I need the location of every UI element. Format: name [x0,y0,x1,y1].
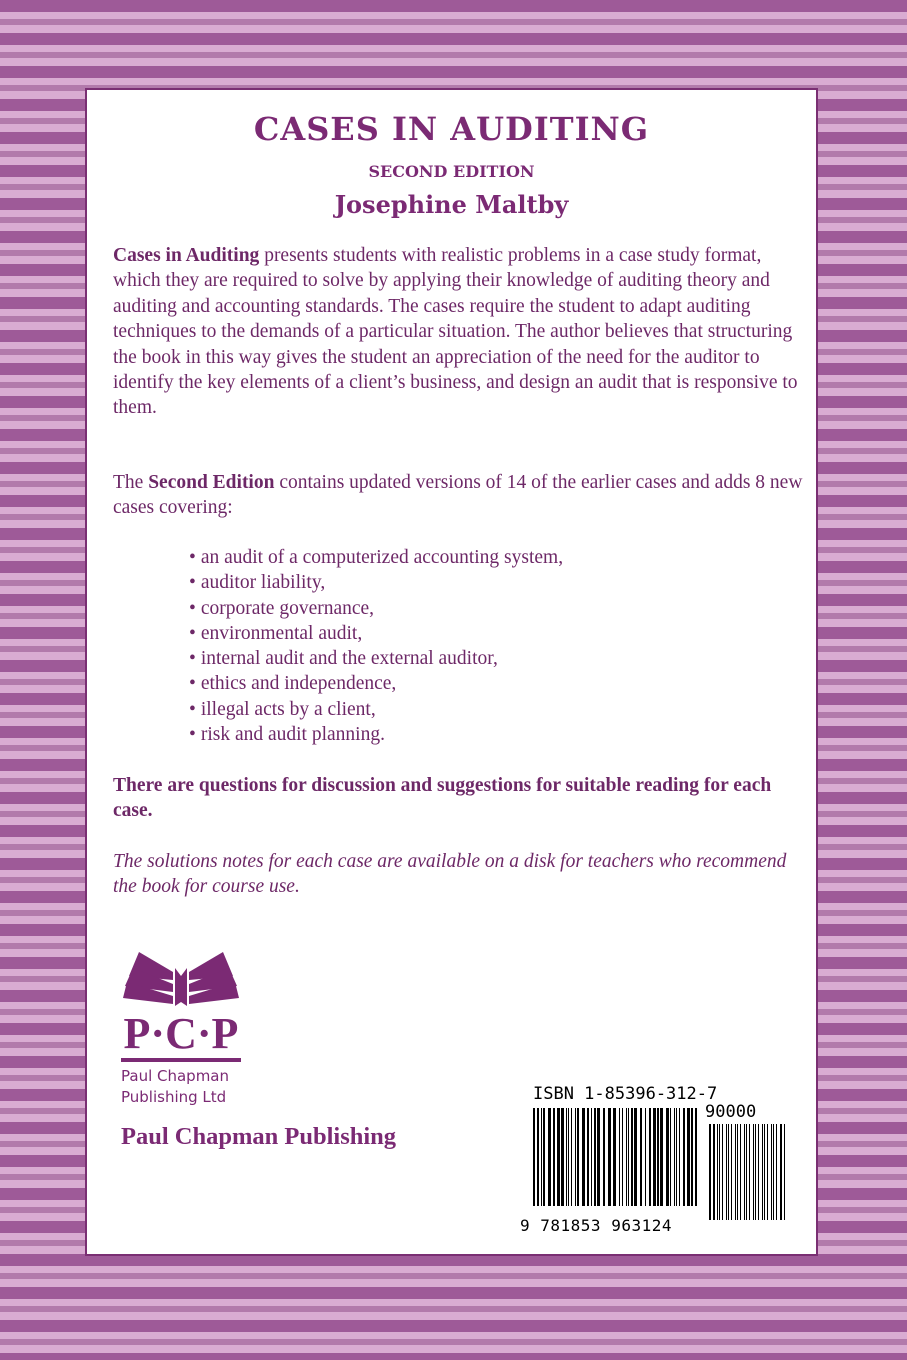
barcode-bar [753,1124,754,1220]
barcode-bar [767,1124,768,1220]
barcode-bar [749,1124,750,1220]
barcode-bar [679,1108,680,1206]
description-text-2b: contains updated versions of 14 of the earlier cases and adds 8 new cases covering: [113,472,803,519]
barcode-bar [719,1124,720,1220]
barcode-bar [645,1108,646,1206]
barcode-bar [657,1108,659,1206]
barcode-bar [722,1124,723,1220]
barcode-bar [773,1124,774,1220]
barcode-bar [553,1108,555,1206]
barcode-bar [709,1124,711,1220]
barcode-bar [683,1108,685,1206]
barcode-bar [653,1108,656,1206]
barcode-bar [597,1108,600,1206]
barcode-bar [780,1124,782,1220]
barcode-bar [628,1108,629,1206]
cover-panel [85,88,818,1256]
barcode-bar [728,1124,729,1220]
barcode-bar [631,1108,633,1206]
barcode-bar [666,1108,669,1206]
barcode-bar [594,1108,596,1206]
list-item: • internal audit and the external auditor, [189,646,563,671]
barcode-bar [566,1108,567,1206]
edition-inline: Second Edition [148,472,275,493]
list-item: • risk and audit planning. [189,722,563,747]
logo-divider [121,1058,241,1062]
barcode-bar [634,1108,637,1206]
ean-number: 9 781853 963124 [520,1216,672,1235]
barcode-bar [737,1124,738,1220]
barcode-bar [577,1108,579,1206]
barcode-bar [674,1108,675,1206]
barcode-bar [771,1124,772,1220]
list-item: • illegal acts by a client, [189,697,563,722]
list-item: • environmental audit, [189,621,563,646]
barcode-bar [731,1124,732,1220]
barcode-bar [713,1124,715,1220]
list-item: • auditor liability, [189,570,563,595]
barcode-bar [543,1108,545,1206]
barcode-bar [622,1108,623,1206]
list-item: • corporate governance, [189,596,563,621]
barcode-bar [687,1108,690,1206]
author-name: Josephine Maltby [334,190,569,219]
barcode-bar [676,1108,677,1206]
barcode-bar [762,1124,763,1220]
barcode-bar [613,1108,616,1206]
barcode-bar [619,1108,620,1206]
barcode-bar [660,1108,663,1206]
description-paragraph-1 [113,243,803,421]
barcode-bar [670,1108,671,1206]
description-paragraph-2 [113,470,803,521]
barcode-bar [758,1124,759,1220]
barcode-bar [548,1108,551,1206]
ean-barcode [533,1102,785,1220]
barcode-bar [603,1108,605,1206]
barcode-bar [568,1108,569,1206]
book-title: CASES IN AUDITING [253,110,650,148]
barcode-bar [591,1108,592,1206]
isbn-number: ISBN 1-85396-312-7 [533,1084,718,1104]
barcode-bar [541,1108,542,1206]
barcode-bar [587,1108,589,1206]
barcode-bar [695,1108,697,1206]
barcode-bar [608,1108,611,1206]
price-code: 90000 [705,1102,757,1122]
barcode-bar [740,1124,741,1220]
barcode-bar [726,1124,727,1220]
solutions-note: The solutions notes for each case are available on a disk for teachers who recommend the book for course use. [113,851,787,898]
barcode-bar [649,1108,651,1206]
barcode-bar [533,1108,535,1206]
publisher-name: Paul Chapman Publishing [121,1123,397,1150]
logo-line-2: Publishing Ltd [121,1088,227,1106]
barcode-bar [784,1124,785,1220]
edition-label: SECOND EDITION [368,162,535,181]
list-item: • an audit of a computerized accounting system, [189,545,563,570]
barcode-bar [640,1108,642,1206]
barcode-bar [746,1124,747,1220]
barcode-bar [764,1124,765,1220]
description-text-2a: The [113,472,149,493]
barcode-bar [557,1108,560,1206]
barcode-bar [744,1124,745,1220]
open-book-icon [121,946,241,1008]
new-cases-list [189,545,563,747]
book-title-inline: Cases in Auditing [113,245,260,266]
barcode-bar [626,1108,627,1206]
barcode-bar [717,1124,718,1220]
logo-line-1: Paul Chapman [121,1067,230,1085]
barcode-bar [776,1124,777,1220]
barcode-bar [582,1108,585,1206]
barcode-bar [537,1108,539,1206]
list-item: • ethics and independence, [189,671,563,696]
barcode-bar [571,1108,572,1206]
barcode-bar [735,1124,736,1220]
description-text-1: presents students with realistic problems in a case study format, which they are required to solve by applying their knowledge of auditing theory and auditing and accounting standards. The cases require the student to adapt auditing techniques to the demands of a particular situation. The author believes that structuring the book in this way gives the student an appreciation of the need for the auditor to identify the key elements of a client’s business, and design an audit that is responsive to them. [113,245,798,419]
barcode-bar [755,1124,756,1220]
questions-note: There are questions for discussion and suggestions for suitable reading for each case. [113,775,772,822]
barcode-bar [561,1108,564,1206]
barcode-bar [575,1108,576,1206]
barcode-bar [691,1108,693,1206]
publisher-logo [121,946,241,1108]
logo-initials: P·C·P [123,1009,239,1058]
